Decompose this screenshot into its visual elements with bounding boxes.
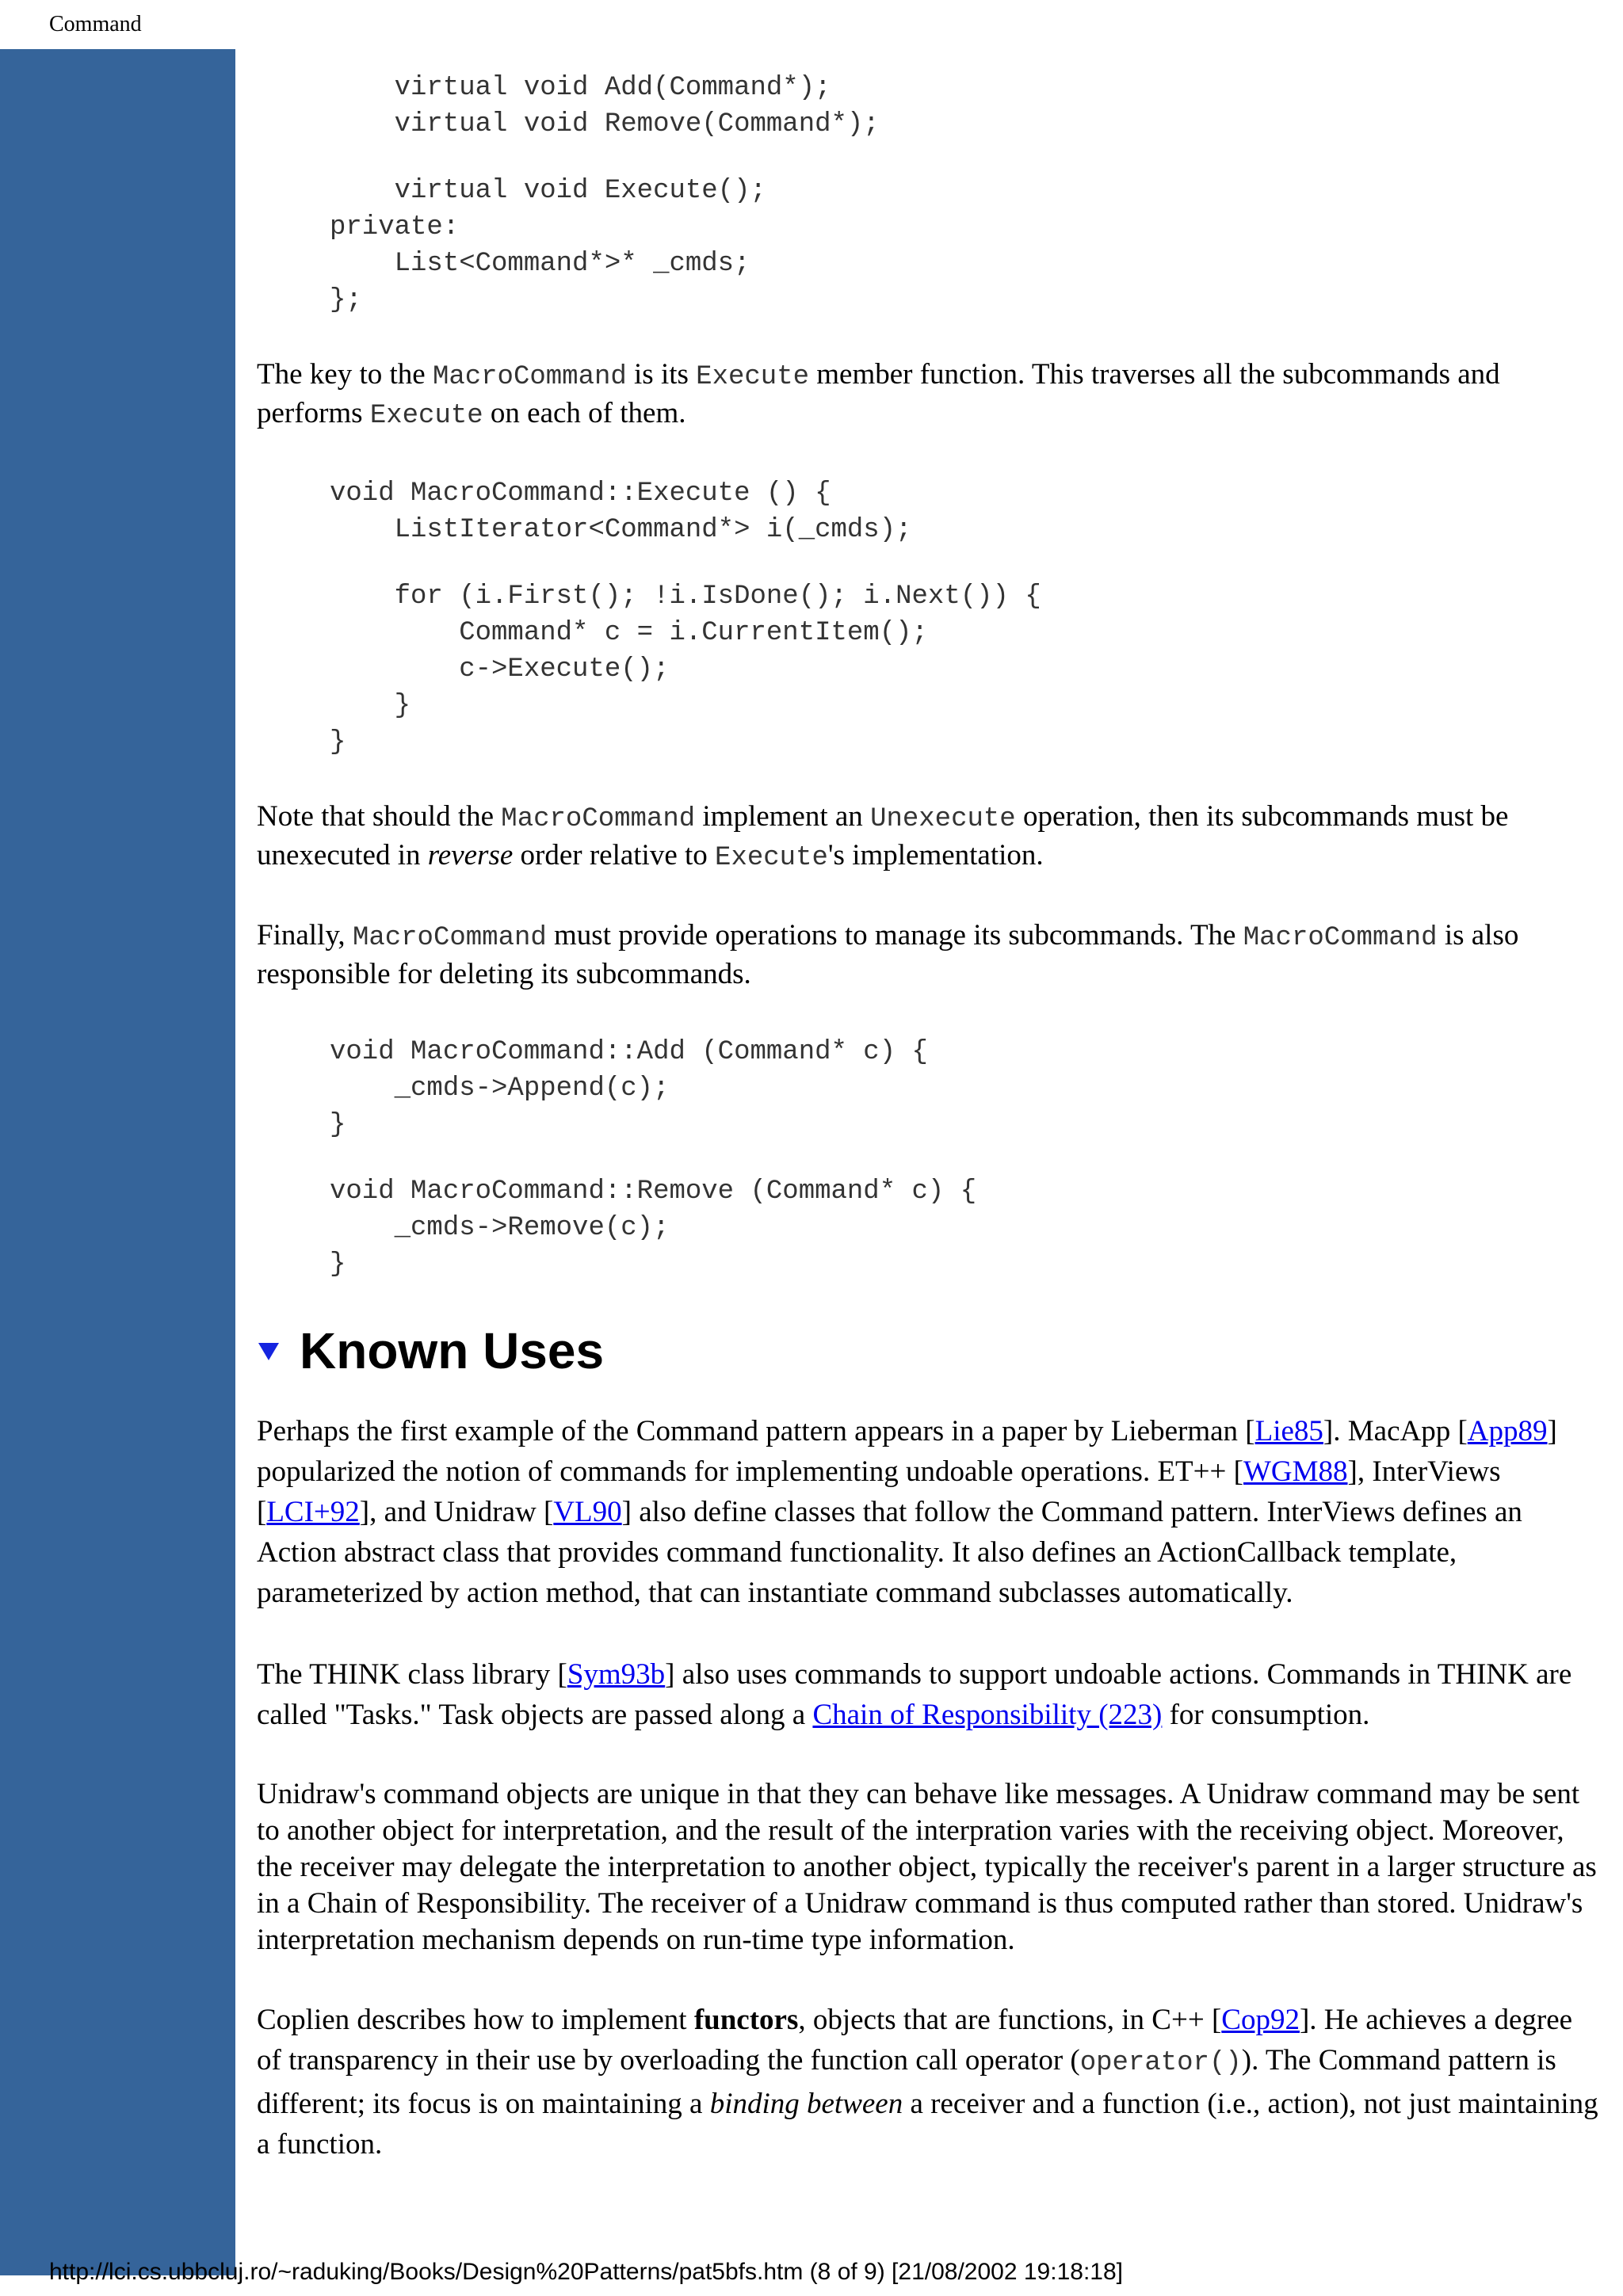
- page-header-title: Command: [49, 12, 142, 36]
- left-sidebar-bar: [0, 49, 235, 2275]
- code-line: void MacroCommand::Add (Command* c) {: [330, 1037, 928, 1067]
- code-line: for (i.First(); !i.IsDone(); i.Next()) {: [330, 582, 1041, 612]
- paragraph-unexecute-note: Note that should the MacroCommand implement an Unexecute operation, then its subcommands must be unexecuted in reverse order relative to Execute's implementation.: [257, 800, 1509, 873]
- code-line: }: [330, 691, 411, 721]
- code-line: _cmds->Append(c);: [330, 1074, 670, 1104]
- code-block-execute: [330, 475, 1604, 761]
- paragraph-manage-subcommands: Finally, MacroCommand must provide operations to manage its subcommands. The MacroCommand is also responsible for deleting its subcommands.: [257, 919, 1519, 990]
- code-line: }: [330, 1249, 346, 1280]
- code-line: }: [330, 1110, 346, 1140]
- ref-link-sym93b[interactable]: Sym93b: [567, 1658, 666, 1691]
- paragraph-known-uses-4: Coplien describes how to implement functors, objects that are functions, in C++ [Cop92]. He achieves a degree of transparency in their use by overloading the function call operator (operator()). The Command pattern is different; its focus is on maintaining a binding between a receiver and a function (i.e., action), not just maintaining a function.: [257, 2004, 1598, 2161]
- paragraph-known-uses-1: Perhaps the first example of the Command pattern appears in a paper by Lieberman [Lie85]. MacApp [App89] popularized the notion of commands for implementing undoable operations. ET++ [WGM88], InterViews [LCI+92], and Unidraw [VL90] also define classes that follow the Command pattern. InterViews defines an Action abstract class that provides command functionality. It also defines an ActionCallback template, parameterized by action method, that can instantiate command subclasses automatically.: [257, 1415, 1557, 1609]
- paragraph-known-uses-2: The THINK class library [Sym93b] also uses commands to support undoable actions. Commands in THINK are called "Tasks." Task objects are passed along a Chain of Responsibility (223) for consumption.: [257, 1658, 1572, 1731]
- inline-code: Unexecute: [870, 804, 1016, 834]
- code-line: [330, 143, 1604, 173]
- inline-code: MacroCommand: [1243, 923, 1438, 953]
- inline-code: Execute: [369, 401, 483, 431]
- ref-link-lci92[interactable]: LCI+92: [266, 1496, 360, 1528]
- code-block-add-remove: [330, 1034, 1604, 1283]
- paragraph-execute-key: The key to the MacroCommand is its Execute member function. This traverses all the subcommands and performs Execute on each of them.: [257, 358, 1500, 431]
- code-line: void MacroCommand::Execute () {: [330, 479, 831, 509]
- code-line: private:: [330, 212, 460, 242]
- main-content: [257, 70, 1604, 2206]
- code-line: _cmds->Remove(c);: [330, 1213, 670, 1243]
- code-line: void MacroCommand::Remove (Command* c) {: [330, 1177, 977, 1207]
- code-line: List<Command*>* _cmds;: [330, 249, 750, 279]
- page-footer-url: http://lci.cs.ubbcluj.ro/~raduking/Books/Design%20Patterns/pat5bfs.htm (8 of 9) [21/08/2002 19:18:18]: [49, 2259, 1123, 2285]
- code-line: [330, 548, 1604, 578]
- link-chain-of-responsibility[interactable]: Chain of Responsibility (223): [812, 1699, 1163, 1731]
- section-title: Known Uses: [300, 1322, 605, 1379]
- inline-code: Execute: [715, 843, 828, 873]
- ref-link-cop92[interactable]: Cop92: [1221, 2004, 1300, 2036]
- code-block-class-decl: [330, 70, 1604, 318]
- code-line: Command* c = i.CurrentItem();: [330, 618, 928, 648]
- code-line: c->Execute();: [330, 654, 670, 685]
- inline-code: MacroCommand: [432, 362, 627, 392]
- known-uses-heading: [257, 1321, 1604, 1381]
- inline-code: operator(): [1079, 2048, 1242, 2078]
- code-line: }: [330, 727, 346, 757]
- paragraph-known-uses-3: Unidraw's command objects are unique in that they can behave like messages. A Unidraw command may be sent to another object for interpretation, and the result of the interpration varies with the receiving object. Moreover, the receiver may delegate the interpretation to another object, typically the receiver's parent in a larger structure as in a Chain of Responsibility. The receiver of a Unidraw command is thus computed rather than stored. Unidraw's interpretation mechanism depends on run-time type information.: [257, 1778, 1597, 1956]
- ref-link-vl90[interactable]: VL90: [553, 1496, 622, 1528]
- ref-link-app89[interactable]: App89: [1467, 1415, 1548, 1447]
- ref-link-wgm88[interactable]: WGM88: [1243, 1455, 1348, 1488]
- code-line: ListIterator<Command*> i(_cmds);: [330, 515, 912, 545]
- code-line: virtual void Execute();: [330, 176, 766, 206]
- ref-link-lie85[interactable]: Lie85: [1254, 1415, 1323, 1447]
- triangle-down-icon[interactable]: [258, 1343, 279, 1360]
- inline-code: MacroCommand: [352, 923, 547, 953]
- code-line: };: [330, 285, 362, 315]
- inline-code: MacroCommand: [501, 804, 696, 834]
- inline-code: Execute: [696, 362, 809, 392]
- code-line: virtual void Remove(Command*);: [330, 109, 880, 139]
- code-line: virtual void Add(Command*);: [330, 73, 831, 103]
- code-line: [330, 1143, 1604, 1173]
